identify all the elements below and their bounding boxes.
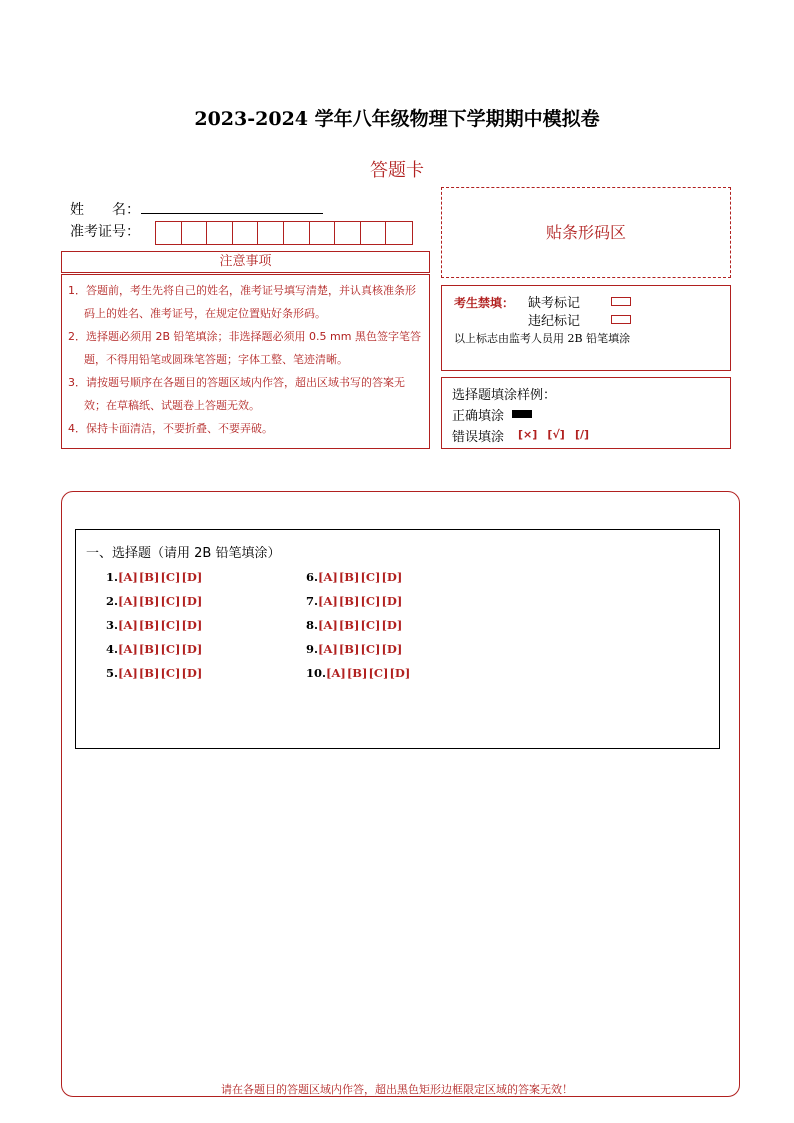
answer-option-bubble[interactable]: [A]	[118, 618, 138, 632]
answer-option-bubble[interactable]: [B]	[338, 570, 360, 584]
answer-option-bubble[interactable]: [A]	[318, 642, 338, 656]
id-digit-cell[interactable]	[386, 222, 412, 244]
answer-option-bubble[interactable]: [C]	[160, 666, 181, 680]
wrong-mark-x: [×]	[518, 428, 538, 441]
name-label: 姓 名：	[70, 202, 140, 218]
absent-mark-label: 缺考标记	[528, 296, 581, 311]
id-digit-cell[interactable]	[310, 222, 336, 244]
mc-title: 一、选择题（请用 2B 铅笔填涂）	[86, 546, 281, 561]
id-digit-cell[interactable]	[258, 222, 284, 244]
answer-option-bubble[interactable]: [B]	[338, 594, 360, 608]
answer-option-bubble[interactable]: [D]	[181, 642, 203, 656]
answer-option-bubble[interactable]: [B]	[138, 570, 160, 584]
answer-option-bubble[interactable]: [A]	[118, 642, 138, 656]
mc-question-row	[306, 570, 403, 584]
correct-fill-label: 正确填涂	[452, 409, 505, 424]
id-digit-cell[interactable]	[182, 222, 208, 244]
notice-heading: 注意事项	[61, 251, 430, 273]
answer-option-bubble[interactable]: [B]	[338, 618, 360, 632]
mc-question-row	[106, 666, 203, 680]
answer-option-bubble[interactable]: [C]	[368, 666, 389, 680]
id-digit-cell[interactable]	[233, 222, 259, 244]
answer-option-bubble[interactable]: [B]	[338, 642, 360, 656]
question-number: 4.	[106, 642, 119, 656]
mc-question-row	[106, 594, 203, 608]
answer-option-bubble[interactable]: [C]	[360, 618, 381, 632]
mc-question-row	[106, 618, 203, 632]
answer-option-bubble[interactable]: [C]	[160, 570, 181, 584]
fill-sample-box	[441, 377, 731, 449]
answer-option-bubble[interactable]: [C]	[160, 642, 181, 656]
violation-mark-box[interactable]	[611, 315, 631, 324]
mc-question-row	[306, 666, 411, 680]
question-number: 10.	[306, 666, 327, 680]
id-digit-cell[interactable]	[156, 222, 182, 244]
answer-option-bubble[interactable]: [D]	[181, 666, 203, 680]
answer-option-bubble[interactable]: [D]	[381, 570, 403, 584]
answer-option-bubble[interactable]: [C]	[360, 570, 381, 584]
answer-option-bubble[interactable]: [D]	[381, 642, 403, 656]
id-digit-cell[interactable]	[335, 222, 361, 244]
answer-option-bubble[interactable]: [D]	[381, 618, 403, 632]
answer-option-bubble[interactable]: [B]	[138, 594, 160, 608]
question-number: 6.	[306, 570, 319, 584]
id-digit-cell[interactable]	[361, 222, 387, 244]
answer-option-bubble[interactable]: [C]	[160, 618, 181, 632]
notice-item: 2．选择题必须用 2B 铅笔填涂；非选择题必须用 0.5 mm 黑色签字笔答题，不得用铅笔或圆珠笔答题；字体工整、笔迹清晰。	[68, 330, 421, 366]
answer-option-bubble[interactable]: [A]	[118, 666, 138, 680]
answer-option-bubble[interactable]: [D]	[181, 618, 203, 632]
question-number: 8.	[306, 618, 319, 632]
forbidden-label: 考生禁填：	[454, 296, 515, 310]
forbidden-marks-box	[441, 285, 731, 371]
wrong-fill-label: 错误填涂	[452, 430, 505, 445]
answer-option-bubble[interactable]: [D]	[381, 594, 403, 608]
answer-option-bubble[interactable]: [D]	[181, 570, 203, 584]
page-subtitle: 答题卡	[370, 160, 424, 181]
question-number: 3.	[106, 618, 119, 632]
id-digit-cell[interactable]	[207, 222, 233, 244]
mc-question-row	[306, 618, 403, 632]
correct-fill-sample	[512, 410, 532, 418]
page-title: 2023-2024 学年八年级物理下学期期中模拟卷	[194, 108, 600, 130]
absent-mark-box[interactable]	[611, 297, 631, 306]
answer-option-bubble[interactable]: [D]	[181, 594, 203, 608]
id-label: 准考证号：	[70, 224, 140, 240]
notice-item: 3．请按题号顺序在各题目的答题区域内作答，超出区域书写的答案无效；在草稿纸、试题卷上答题无效。	[68, 376, 405, 412]
multiple-choice-section	[75, 529, 720, 749]
mc-question-row	[106, 642, 203, 656]
answer-option-bubble[interactable]: [C]	[160, 594, 181, 608]
sample-heading: 选择题填涂样例：	[452, 388, 557, 403]
id-digit-cell[interactable]	[284, 222, 310, 244]
answer-option-bubble[interactable]: [A]	[326, 666, 346, 680]
answer-option-bubble[interactable]: [B]	[138, 666, 160, 680]
notice-body	[61, 274, 430, 449]
answer-option-bubble[interactable]: [A]	[318, 594, 338, 608]
answer-option-bubble[interactable]: [B]	[346, 666, 368, 680]
answer-option-bubble[interactable]: [B]	[138, 642, 160, 656]
violation-mark-label: 违纪标记	[528, 314, 581, 329]
mc-question-row	[306, 642, 403, 656]
question-number: 7.	[306, 594, 319, 608]
question-number: 1.	[106, 570, 119, 584]
wrong-mark-check: [√]	[547, 428, 565, 441]
answer-option-bubble[interactable]: [B]	[138, 618, 160, 632]
answer-option-bubble[interactable]: [C]	[360, 594, 381, 608]
wrong-mark-slash: [/]	[574, 428, 590, 441]
answer-option-bubble[interactable]: [A]	[118, 570, 138, 584]
notice-item: 1．答题前，考生先将自己的姓名，准考证号填写清楚，并认真核准条形码上的姓名、准考证号，在规定位置贴好条形码。	[68, 284, 416, 320]
answer-option-bubble[interactable]: [A]	[318, 570, 338, 584]
answer-option-bubble[interactable]: [D]	[389, 666, 411, 680]
question-number: 9.	[306, 642, 319, 656]
question-number: 2.	[106, 594, 119, 608]
name-field[interactable]	[141, 213, 323, 214]
wrong-fill-samples	[512, 427, 589, 442]
barcode-area: 贴条形码区	[441, 187, 731, 278]
answer-option-bubble[interactable]: [A]	[318, 618, 338, 632]
id-number-cells[interactable]	[155, 221, 413, 245]
mc-question-row	[106, 570, 203, 584]
mc-question-row	[306, 594, 403, 608]
question-number: 5.	[106, 666, 119, 680]
forbidden-note: 以上标志由监考人员用 2B 铅笔填涂	[454, 332, 631, 345]
footer-note: 请在各题目的答题区域内作答，超出黑色矩形边框限定区域的答案无效！	[221, 1083, 573, 1096]
answer-option-bubble[interactable]: [C]	[360, 642, 381, 656]
answer-option-bubble[interactable]: [A]	[118, 594, 138, 608]
notice-item: 4．保持卡面清洁，不要折叠、不要弄破。	[68, 422, 273, 435]
